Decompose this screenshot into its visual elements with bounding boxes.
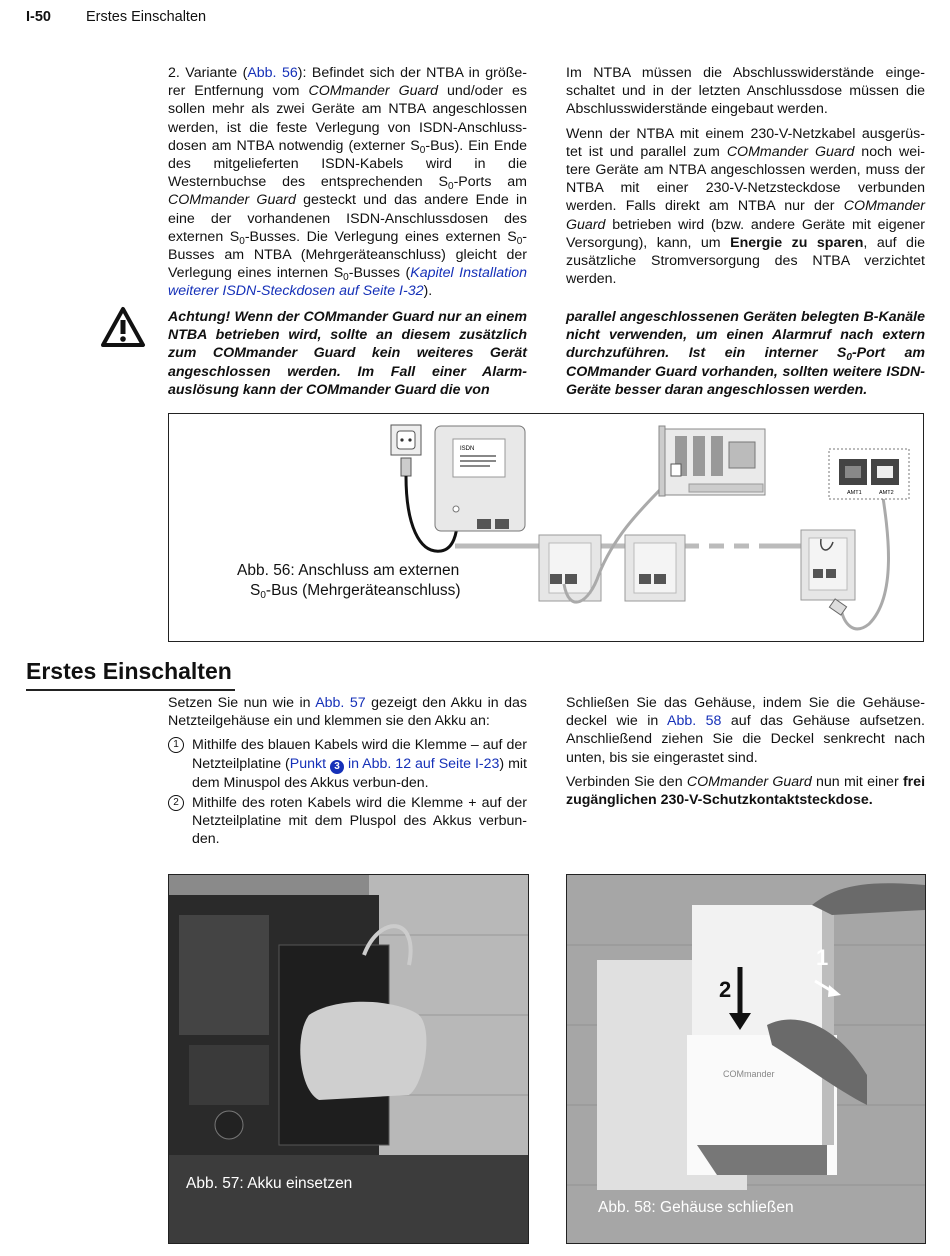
link-abb-58[interactable]: Abb. 58 — [666, 713, 722, 730]
photo-57-akku — [168, 874, 529, 1244]
photo-57-caption: Abb. 57: Akku einsetzen — [186, 1175, 353, 1192]
paragraph-variant-2: 2. Variante (Abb. 56): Befindet sich der NTBA in größe-rer Entfernung vom COMmander Guard und/oder es sollen mehr als zwei Geräte am NTBA angeschlossen werden, ist die feste Verlegung von ISDN-Anschluss-dosen am NTBA notwendig (externer $S_0-Bus$). Ein Ende des mitgelieferten ISDN-Kabels wird in die Westernbuchse des entsprechenden $S_0$-Ports am COMmander Guard gesteckt und das andere Ende in eine der vorhandenen ISDN-Anschlussdosen des externen $S_0$-Busses. Die Verlegung eines externen $S_0$-Busses am NTBA (Mehrgeräteanschluss) gleicht der Verlegung eines internen $S_0$-Busses (Kapitel Installation weiterer ISDN-Steckdosen auf Seite I-32). — [168, 65, 528, 300]
list-number-2: 2 — [168, 795, 184, 811]
link-abb-56[interactable]: Abb. 56 — [247, 65, 298, 81]
amt2-label: AMT2 — [879, 490, 894, 496]
link-punkt-3-abb-12[interactable]: Punkt 3 in Abb. 12 auf Seite I-23 — [289, 755, 500, 772]
amt1-label: AMT1 — [847, 490, 862, 496]
arrow-2-label: 2 — [719, 977, 732, 1002]
figure-56 — [168, 413, 924, 642]
ntba-device — [435, 426, 525, 531]
photo-58-caption: Abb. 58: Gehäuse schließen — [598, 1199, 794, 1216]
paragraph-abschlusswiderstaende: Im NTBA müssen die Abschlusswiderstände einge-schaltet und in der letzten Anschlussdose müssen die Abschlusswiderstände eingebaut werden. — [566, 65, 925, 118]
section-underline — [26, 689, 235, 691]
left-column-bottom — [168, 694, 527, 850]
amt-ports — [829, 449, 909, 499]
warning-text-right: parallel angeschlossenen Geräten belegten B-Kanäle nicht verwenden, um einen Alarmruf nach extern durchzuführen. Ist ein interner $S_0$-Port am COMmander Guard vorhanden, sollten weitere ISDN-Geräte besser daran angeschlossen werden. — [566, 309, 926, 398]
paragraph-steckdose: Verbinden Sie den COMmander Guard nun mit einer frei zugänglichen 230-V-Schutzkontaktsteckdose. — [566, 773, 926, 809]
arrow-1-label: 1 — [816, 945, 829, 970]
list-item-2: 2 Mithilfe des roten Kabels wird die Klemme + auf der Netzteilplatine mit dem Pluspol des Akkus verbun-den. — [168, 794, 527, 849]
link-abb-57[interactable]: Abb. 57 — [315, 695, 366, 711]
figure-56-diagram — [169, 414, 923, 641]
list-item-1: 1 Mithilfe des blauen Kabels wird die Klemme – auf der Netzteilplatine (Punkt 3 in Abb. 12 auf Seite I-23) mit dem Minuspol des Akkus verbun-den. — [168, 736, 527, 791]
warning-text-left: Achtung! Wenn der COMmander Guard nur an einem NTBA betrieben wird, sollte an diesem zusätzlich zum COMmander Guard kein weiteres Gerät angeschlossen werden. Im Fall einer Alarm-auslösung kann der COMmander Guard die von — [168, 309, 527, 398]
link-kapitel-isdn-steckdosen[interactable]: Kapitel Installation weiterer ISDN-Steckdosen auf Seite I-32 — [168, 265, 527, 300]
list-number-1: 1 — [168, 737, 184, 753]
callout-3-icon: 3 — [330, 760, 344, 774]
right-column-bottom — [566, 694, 925, 815]
warning-icon — [100, 306, 146, 348]
isdn-card — [659, 426, 765, 496]
isdn-outlet-2 — [625, 535, 685, 601]
photo-58-gehaeuse — [566, 874, 926, 1244]
isdn-outlet-3 — [801, 530, 855, 600]
paragraph-gehaeuse: Schließen Sie das Gehäuse, indem Sie die Gehäuse-deckel wie in Abb. 58 auf das Gehäuse aufsetzen. Anschließend ziehen Sie die Deckel senkrecht nach unten, bis sie eingerastet sind. — [566, 695, 925, 766]
figure-56-caption-line2: $S_0$-Bus (Mehrgeräteanschluss) — [250, 582, 461, 601]
running-header: Erstes Einschalten — [86, 9, 207, 25]
brand-logo: COMmander — [723, 1069, 775, 1079]
photo-58-image — [567, 875, 925, 1243]
right-column-top — [566, 64, 925, 294]
section-title: Erstes Einschalten — [26, 658, 232, 684]
paragraph-netzkabel: Wenn der NTBA mit einem 230-V-Netzkabel ausgerüs-tet ist und parallel zum COMmander Guard noch wei-tere Geräte am NTBA angeschlossen werden, muss der NTBA mit einer 230-V-Netzsteckdose verbunden werden. Falls direkt am NTBA nur der COMmander Guard betrieben wird (bzw. andere Geräte mit eigener Versorgung), kann, um Energie zu sparen, auf die zusätzliche Stromversorgung des NTBA verzichtet werden. — [566, 125, 926, 288]
isdn-label: ISDN — [460, 446, 475, 452]
page-number: I-50 — [26, 9, 51, 25]
paragraph-akku-intro: Setzen Sie nun wie in Abb. 57 gezeigt den Akku in das Netzteilgehäuse ein und klemmen sie den Akku an: — [168, 695, 527, 730]
figure-56-caption-line1: Abb. 56: Anschluss am externen — [237, 562, 460, 579]
